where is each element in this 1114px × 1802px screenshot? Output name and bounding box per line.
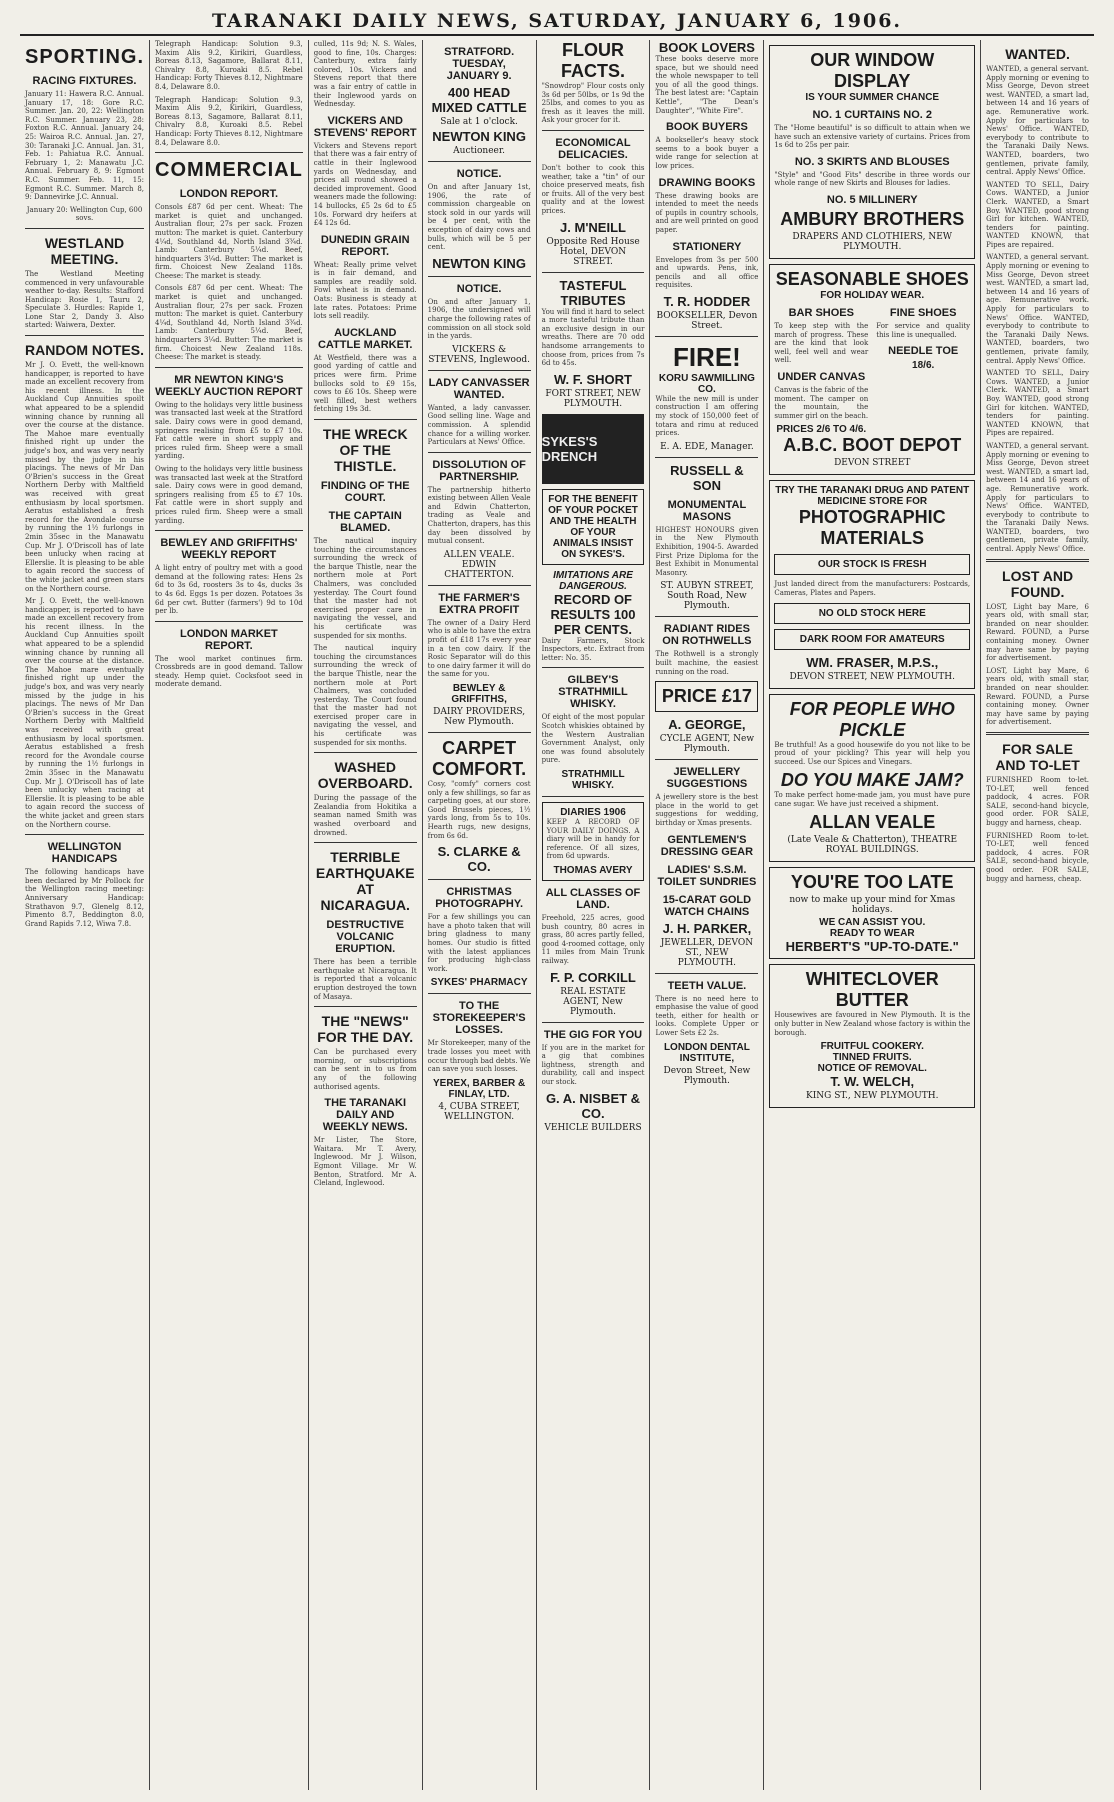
classes-of-land-text: Freehold, 225 acres, good bush country, 80 acres in grass, 80 acres partly felled, good 4-roomed cottage, only 11 miles from Main Trunk railway. bbox=[541, 914, 645, 965]
fine-shoes-text: For service and quality this line is unequalled. bbox=[876, 321, 971, 339]
dunedin-grain-heading: DUNEDIN GRAIN REPORT. bbox=[320, 233, 410, 258]
jam-text: To make perfect home-made jam, you must have pure cane sugar. We have just received a shipment. bbox=[774, 791, 971, 808]
tasteful-tributes-text: You will find it hard to select a more tasteful tribute than an exclusive design in our wreaths. There are 70 odd handsome arrangements to choose from, prices from 7s 6d to 45s. bbox=[541, 307, 645, 368]
gilbey-heading: GILBEY'S STRATHMILL WHISKY. bbox=[558, 674, 628, 711]
gents-heading: GENTLEMEN'S DRESSING GEAR bbox=[660, 833, 754, 858]
under-canvas-text: Canvas is the fabric of the moment. The camper on the mountain, the summer girl on the beach. bbox=[774, 385, 869, 420]
wreck-heading: THE WRECK OF THE THISTLE. bbox=[322, 426, 408, 474]
hodder-name: T. R. HODDER bbox=[663, 293, 751, 309]
clarke-name: S. CLARKE & CO. bbox=[437, 844, 521, 875]
radiant-text: The Rothwell is a strongly built machine, the easiest running on the road. bbox=[655, 650, 759, 676]
wreck-text: The nautical inquiry touching the circumstances surrounding the wreck of the barque Thistle, near the northern mole at Port Chalmers, was concluded yesterday. The Court found that the master had not exercised proper care in navigating the vessel, and his certificate was suspended for six months. bbox=[313, 537, 417, 640]
notice-text: On and after January 1st, 1906, the rate of commission chargeable on stock sold in our yards will be 4 per cent, with the exception of dairy cows and bulls, which will be 5 per cent. bbox=[427, 183, 531, 252]
whiteclover-butter-title: WHITECLOVER BUTTER bbox=[805, 969, 939, 1011]
teeth-heading: TEETH VALUE. bbox=[667, 979, 747, 992]
bar-shoes-heading: BAR SHOES bbox=[788, 306, 854, 319]
column-4 bbox=[423, 40, 537, 1790]
newton-king-name-2: NEWTON KING bbox=[432, 255, 526, 271]
bewley-griffiths-name: BEWLEY & GRIFFITHS, bbox=[451, 683, 507, 705]
diaries-title: DIARIES 1906 bbox=[560, 807, 626, 819]
jewellery-heading: JEWELLERY SUGGESTIONS bbox=[666, 766, 748, 791]
auction-report-heading: MR NEWTON KING'S WEEKLY AUCTION REPORT bbox=[155, 373, 303, 398]
fixtures-text: January 11: Hawera R.C. Annual. January 17, 18: Gore R.C. Summer. Jan. 20, 22: Wellington R.C. Summer. January 23, 28: Foxton R.C. Annual. January 24, 25: Wairoa R.C. Annual. Jan. 27, 30: Taranaki J.C. Annual. Jan. 31, Feb. 1: Pahiatua R.C. Annual. February 1, 2: Manawatu J.C. Annual. February 8, 9: Egmont R.C. Summer. Feb. 11, 15: Egmont R.C. Summer. March 8, 9: Dannevirke J.C. Annual. bbox=[25, 90, 145, 202]
wellington-handicaps-heading: WELLINGTON HANDICAPS bbox=[47, 841, 122, 866]
notice-heading: NOTICE. bbox=[456, 168, 502, 180]
gilbey-text: Of eight of the most popular Scotch whiskies obtained by the Western Australian Government Analyst, only one was found absolutely pure. bbox=[541, 713, 645, 765]
allan-veale-name: ALLAN VEALE bbox=[809, 812, 936, 833]
masthead bbox=[20, 8, 1094, 36]
gig-text: If you are in the market for a gig that combines lightness, strength and durability, call and inspect our stock. bbox=[541, 1043, 645, 1086]
column-8 bbox=[981, 40, 1094, 1790]
lost-found-text: LOST, Light bay Mare, 6 years old, with small star, branded on near shoulder. Reward. FOUND, a Purse containing money. Owner may have same by paying for advertisement. bbox=[986, 602, 1090, 663]
too-late-ad bbox=[769, 867, 975, 959]
holiday-wear-subtitle: FOR HOLIDAY WEAR. bbox=[820, 289, 925, 301]
vickers-report-heading: VICKERS AND STEVENS' REPORT bbox=[313, 114, 417, 139]
window-display-ad bbox=[769, 45, 975, 259]
welch-sub: KING ST., NEW PLYMOUTH. bbox=[805, 1091, 939, 1102]
radiant-heading: RADIANT RIDES ON ROTHWELLS bbox=[662, 623, 752, 648]
tasteful-tributes-title: TASTEFUL TRIBUTES bbox=[559, 277, 627, 308]
auction-report-text: Owing to the holidays very little business was transacted last week at the Stratford sale. Dairy cows were in good demand, springers realising from £5 to £7 10s. Fat cattle were in short supply and prices ruled firm. Sheep were a small yarding. bbox=[155, 400, 303, 461]
sykes-pharmacy: SYKES' PHARMACY bbox=[430, 977, 528, 989]
column-6 bbox=[650, 40, 764, 1790]
london-report-text-2: Consols £87 6d per cent. Wheat: The market is quiet and unchanged. Australian flour, 27s per sack. Frozen mutton: The market is quiet. Canterbury 4¼d, Southland 4d, North Island 3¾d. Lamb: Canterbury 5¼d. Beef, hindquarters 3¼d. Butter: The market is firm. Choicest New Zealand 118s. Cheese: The market is steady. bbox=[155, 284, 303, 362]
london-report-text: Consols £87 6d per cent. Wheat: The market is quiet and unchanged. Australian flour, 27s per sack. Frozen mutton: The market is quiet. Canterbury 4¼d, Southland 4d, North Island 3¾d. Lamb: Canterbury 5¼d. Beef, hindquarters 3¼d. Butter: The market is firm. Choicest New Zealand 118s. Cheese: The market is steady. bbox=[155, 203, 303, 280]
column-2 bbox=[150, 40, 309, 1790]
for-sale-text: FURNISHED Room to-let. TO-LET, well fenced paddock, 4 acres. FOR SALE, second-hand bicycle, good order. FOR SALE, buggy and harness, cheap. bbox=[986, 775, 1090, 827]
stock-fresh-text: Just landed direct from the manufacturers: Postcards, Cameras, Plates and Papers. bbox=[774, 580, 971, 597]
bewley-report-heading: BEWLEY AND GRIFFITHS' WEEKLY REPORT bbox=[160, 537, 298, 562]
sykes-drench-illustration bbox=[542, 414, 645, 484]
dark-room-box: DARK ROOM FOR AMATEURS bbox=[774, 629, 970, 650]
newton-king-name: NEWTON KING bbox=[432, 129, 526, 144]
storekeeper-text: Mr Storekeeper, many of the trade losses you meet with occur through bad debts. We can save you such losses. bbox=[427, 1039, 531, 1074]
george-sub: CYCLE AGENT, New Plymouth. bbox=[659, 734, 755, 755]
drawing-books-heading: DRAWING BOOKS bbox=[658, 176, 756, 189]
teeth-text: There is no need here to emphasise the value of good teeth, either for health or looks. Complete Upper or Lower Sets £2 2s. bbox=[655, 994, 759, 1037]
window-display-subtitle: IS YOUR SUMMER CHANCE bbox=[805, 92, 940, 103]
agents-list: Mr Lister, The Store, Waitara. Mr T. Avery, Inglewood. Mr J. Wilson, Egmont Village. Mr W. Benton, Stratford. Mr A. Cleland, Inglewood. bbox=[313, 1136, 417, 1188]
column-5 bbox=[537, 40, 651, 1790]
gig-heading: THE GIG FOR YOU bbox=[543, 1028, 643, 1041]
drawing-books-text: These drawing books are intended to meet the needs of pupils in country schools, and are well printed on good paper. bbox=[655, 191, 759, 234]
sykes-drench-label: SYKES'S DRENCH bbox=[541, 433, 598, 464]
dissolution-signatures: ALLEN VEALE. EDWIN CHATTERTON. bbox=[443, 549, 515, 580]
racing-fixtures-heading: RACING FIXTURES. bbox=[32, 75, 137, 87]
strathmill-name: STRATHMILL WHISKY. bbox=[561, 769, 625, 792]
price-box: PRICE £17 bbox=[655, 681, 758, 712]
corkill-name: F. P. CORKILL bbox=[550, 969, 636, 985]
mneill-name: J. M'NEILL bbox=[560, 219, 626, 235]
shoes-right bbox=[876, 301, 970, 435]
dissolution-heading: DISSOLUTION OF PARTNERSHIP. bbox=[432, 458, 526, 483]
record-results-text: Dairy Farmers, Stock Inspectors, etc. Extract from letter: No. 35. bbox=[541, 636, 645, 662]
flour-facts-title: FLOUR FACTS. bbox=[561, 40, 626, 81]
needle-toe-heading: NEEDLE TOE bbox=[888, 345, 959, 358]
newspaper-columns bbox=[20, 40, 1094, 1790]
avery-name: THOMAS AVERY bbox=[553, 865, 633, 876]
westland-text: The Westland Meeting commenced in very unfavourable weather to-day. Results: Stafford Handicap: Rosie 1, Tauru 2, Speculate 3. Hurdles: Rapide 1, Lone Star 2, Dandy 3. Also started: Waiwera, Dexter. bbox=[25, 269, 145, 330]
ladies-heading: LADIES' S.S.M. TOILET SUNDRIES bbox=[657, 863, 757, 888]
butter-ad bbox=[769, 964, 975, 1108]
bar-shoes-text: To keep step with the march of progress. These are the kind that look well, feel well and wear well. bbox=[774, 321, 869, 365]
carpet-comfort-title: CARPET COMFORT. bbox=[432, 738, 527, 779]
dissolution-text: The partnership hitherto existing between Allen Veale and Edwin Chatterton, trading as Veale and Chatterton, drapers, has this day been dissolved by mutual consent. bbox=[427, 485, 531, 546]
lost-found-heading: LOST AND FOUND. bbox=[1002, 567, 1074, 600]
economical-heading: ECONOMICAL DELICACIES. bbox=[555, 136, 631, 161]
random-notes-text: Mr J. O. Evett, the well-known handicapper, is reported to have made an excellent recovery from his recent illness. In the Auckland Cup Annuities spoilt what appeared to be a splendid winning chance by running all over the course at the distance. The Mahoe mare eventually finished right up under the judge's box, and was very nearly missed by the judge in his placings. The news of Mr Dan O'Brien's success in the Great Northern Derby with Maltfield was received with great enthusiasm by local sportsmen. Aeratus established a fresh record for the Avondale course by running the 1½ furlongs in 2min 35sec in the Manawatu Cup. Mr J. O'Driscoll has of late been unlucky when racing at Ellerslie. It is pleasing to be able to again record the success of the white jacket and green stars on the Northern course. bbox=[25, 361, 145, 593]
millinery-heading: NO. 5 MILLINERY bbox=[826, 193, 918, 206]
london-market-text: The wool market continues firm. Crossbreds are in good demand. Tallow steady. Hemp quiet. Cocksfoot seed in moderate demand. bbox=[155, 654, 303, 689]
wanted-text: WANTED, a general servant. Apply morning or evening to Miss George, Devon street west. WANTED, a smart lad, between 14 and 16 years of age. Remunerative work. Apply for particulars to News' Office. WANTED, everybody to contribute to the Taranaki Daily News. WANTED, boarders, two gentlemen, private family, central. Apply News' Office. bbox=[986, 65, 1090, 177]
notice-of-removal: NOTICE OF REMOVAL. bbox=[817, 1063, 927, 1075]
news-for-day-text: Can be purchased every morning, or subscriptions can be sent in to us from any of the following authorised agents. bbox=[313, 1048, 417, 1091]
commercial-heading: COMMERCIAL bbox=[155, 159, 303, 182]
yerex-name: YEREX, BARBER & FINLAY, LTD. bbox=[432, 1077, 526, 1100]
for-sale-heading: FOR SALE AND TO-LET bbox=[995, 740, 1080, 773]
shoes-columns bbox=[774, 301, 970, 435]
pickle-text: Be truthful! As a good housewife do you not like to be proud of your pickling? This year will help you succeed. Use our Spices and Vinegars. bbox=[774, 740, 971, 766]
column-3 bbox=[309, 40, 423, 1790]
newton-king-sub: Auctioneer. bbox=[453, 146, 506, 156]
earthquake-text: There has been a terrible earthquake at Nicaragua. It is reported that a volcanic eruption destroyed the town of Masaya. bbox=[313, 958, 417, 1001]
hodder-sub: BOOKSELLER, Devon Street. bbox=[656, 310, 758, 331]
monumental-text: HIGHEST HONOURS given in the New Plymouth Exhibition, 1904-5. Awarded First Prize Diploma for the Best Exhibit in Monumental Masonry. bbox=[655, 525, 759, 577]
corkill-sub: REAL ESTATE AGENT, New Plymouth. bbox=[560, 986, 626, 1017]
photographic-materials-title: PHOTOGRAPHIC MATERIALS bbox=[798, 507, 946, 549]
koru-name: KORU SAWMILLING CO. bbox=[658, 372, 755, 395]
no-old-stock-box: NO OLD STOCK HERE bbox=[774, 603, 970, 624]
farmers-profit-text: The owner of a Dairy Herd who is able to have the extra profit of £18 17s every year in a ten cow dairy. If the Rosic Separator will do this to one dairy farmer it will do the same for you. bbox=[427, 618, 531, 679]
book-buyers-heading: BOOK BUYERS bbox=[665, 121, 748, 134]
lost-found-text-2: LOST, Light bay Mare, 6 years old, with small star, branded on near shoulder. Reward. FOUND, a Purse containing money. Owner may have same by paying for advertisement. bbox=[986, 666, 1090, 727]
short-name: W. F. SHORT bbox=[554, 371, 632, 387]
coming-events: January 20: Wellington Cup, 600 sovs. bbox=[26, 205, 143, 223]
stationery-text: Envelopes from 3s per 500 and upwards. Pens, ink, pencils and all office requisites. bbox=[655, 255, 759, 290]
benefit-banner: FOR THE BENEFIT OF YOUR POCKET AND THE HEALTH OF YOUR ANIMALS INSIST ON SYKES'S. bbox=[542, 489, 645, 565]
earthquake-heading: TERRIBLE EARTHQUAKE AT NICARAGUA. bbox=[315, 849, 415, 914]
diaries-text: KEEP A RECORD OF YOUR DAILY DOINGS. A diary will be in handy for reference. Of all sizes, from 6d upwards. bbox=[546, 818, 640, 861]
for-sale-text-2: FURNISHED Room to-let. TO-LET, well fenced paddock, 4 acres. FOR SALE, second-hand bicycle, good order. FOR SALE, buggy and harness, cheap. bbox=[986, 831, 1090, 883]
wreck-subheading: FINDING OF THE COURT. bbox=[320, 480, 410, 504]
fine-shoes-heading: FINE SHOES bbox=[889, 306, 957, 319]
jewellery-text: A jewellery store is the best place in the world to get suggestions for wedding, birthday or Xmas presents. bbox=[655, 793, 759, 827]
dental-name: LONDON DENTAL INSTITUTE, bbox=[663, 1041, 750, 1064]
ambury-sub: DRAPERS AND CLOTHIERS, NEW PLYMOUTH. bbox=[792, 231, 953, 252]
classes-of-land-heading: ALL CLASSES OF LAND. bbox=[545, 887, 641, 911]
abc-boot-depot-name: A.B.C. BOOT DEPOT bbox=[783, 435, 962, 456]
imitations-warning: IMITATIONS ARE DANGEROUS. bbox=[553, 569, 633, 592]
random-notes-text-2: Mr J. O. Evett, the well-known handicapper, is reported to have made an excellent recovery from his recent illness. In the Auckland Cup Annuities spoilt what appeared to be a splendid winning chance by running all over the course at the distance. The Mahoe mare eventually finished right up under the judge's box, and was very nearly missed by the judge in his placings. The news of Mr Dan O'Brien's success in the Great Northern Derby with Maltfield was received with great enthusiasm by local sportsmen. Aeratus established a fresh record for the Avondale course by running the 1½ furlongs in 2min 35sec in the Manawatu Cup. Mr J. O'Driscoll has of late been unlucky when racing at Ellerslie. It is pleasing to be able to again record the success of the white jacket and green stars on the Northern course. bbox=[25, 597, 145, 829]
daily-weekly-heading: THE TARANAKI DAILY AND WEEKLY NEWS. bbox=[322, 1097, 408, 1134]
book-buyers-text: A bookseller's heavy stock seems to a book buyer a wide range for selection at low prices. bbox=[655, 136, 759, 170]
wreck-text-2: The nautical inquiry touching the circumstances surrounding the wreck of the barque Thistle, near the northern mole at Port Chalmers, was concluded yesterday. The Court found that the master had not exercised proper care in navigating the vessel, and his certificate was suspended for six months. bbox=[313, 644, 417, 747]
seasonable-shoes-title: SEASONABLE SHOES bbox=[775, 268, 969, 289]
dunedin-grain-text: Wheat: Really prime velvet is in fair demand, and samples are readily sold. Fowl wheat is in demand. Oats: Business is steady at late rates. Potatoes: Prime lots sell readily. bbox=[313, 260, 417, 321]
eruption-subheading: DESTRUCTIVE VOLCANIC ERUPTION. bbox=[326, 919, 405, 956]
needle-toe-price: 18/6. bbox=[912, 360, 935, 372]
record-results: RECORD OF RESULTS 100 PER CENTS. bbox=[550, 591, 636, 637]
yerex-address: 4, CUBA STREET, WELLINGTON. bbox=[438, 1101, 520, 1122]
monumental-heading: MONUMENTAL MASONS bbox=[667, 498, 747, 523]
carpet-comfort-text: Cosy, "comfy" corners cost only a few shillings, so far as carpeting goes, at our store. Good Brussels pieces, 1½ yards long, from 5s to 10s. Hearth rugs, new designs, from 6s 6d. bbox=[427, 780, 531, 840]
flour-facts-text: "Snowdrop" Flour costs only 3s 6d per 50lbs, or 1s 9d the 25lbs, and comes to you as fresh as it leaves the mill. Ask your grocer for it. bbox=[541, 82, 645, 125]
skirts-text: "Style" and "Good Fits" describe in three words our whole range of new Skirts and Blouses for ladies. bbox=[774, 170, 971, 188]
lady-canvasser-heading: LADY CANVASSER WANTED. bbox=[428, 376, 530, 401]
christmas-photo-heading: CHRISTMAS PHOTOGRAPHY. bbox=[435, 886, 524, 911]
wanted-text-4: WANTED TO SELL, Dairy Cows. WANTED, a Junior Clerk. WANTED, a Smart Boy. WANTED, good strong Girl for kitchen. WANTED, tenders for painting. WANTED KNOWN, that Pipes are repaired. bbox=[986, 369, 1090, 438]
farmers-profit-heading: THE FARMER'S EXTRA PROFIT bbox=[438, 591, 520, 616]
make-jam-title: DO YOU MAKE JAM? bbox=[780, 770, 964, 791]
telegraph-handicap-cont: Telegraph Handicap: Solution 9.3, Maxim Alis 9.2, Kirikiri, Guardless, Boreas 8.13, Sagamore, Ballarat 8.11, Chivalry 8.8, Kuroaki 8.5. Rebel Handicap: Forty Thieves 8.12, Nightmare 8.4, Delaware 8.0. bbox=[155, 95, 303, 147]
lady-canvasser-text: Wanted, a lady canvasser. Good selling line. Wage and commission. A splendid chance for a willing worker. Particulars at News' Office. bbox=[427, 403, 531, 447]
try-drug-store: TRY THE TARANAKI DRUG AND PATENT MEDICINE STORE FOR bbox=[775, 485, 970, 508]
allan-veale-sub: (Late Veale & Chatterton), THEATRE ROYAL BUILDINGS. bbox=[787, 835, 958, 856]
nisbet-name: G. A. NISBET & CO. bbox=[545, 1090, 641, 1121]
george-name: A. GEORGE, bbox=[668, 717, 746, 733]
book-lovers-text: These books deserve more space, but we should need the whole newspaper to tell you of all the good things. The best latest are: "Captain Kettle", "The Dean's Daughter", "White Fire". bbox=[655, 55, 759, 115]
sale-time: Sale at 1 o'clock. bbox=[440, 117, 518, 127]
shoes-ad bbox=[769, 264, 975, 475]
london-report-heading: LONDON REPORT. bbox=[179, 188, 279, 201]
nisbet-sub: VEHICLE BUILDERS bbox=[544, 1122, 642, 1133]
ambury-name: AMBURY BROTHERS bbox=[780, 208, 965, 229]
people-who-pickle-title: FOR PEOPLE WHO PICKLE bbox=[789, 698, 955, 740]
tinned-fruits: TINNED FRUITS. bbox=[832, 1052, 912, 1064]
london-market-heading: LONDON MARKET REPORT. bbox=[180, 627, 278, 652]
abc-boot-depot-sub: DEVON STREET bbox=[834, 458, 911, 469]
stationery-heading: STATIONERY bbox=[672, 240, 742, 253]
wreck-subheading-2: THE CAPTAIN BLAMED. bbox=[328, 510, 402, 534]
too-late-text: now to make up your mind for Xmas holidays. bbox=[789, 895, 956, 916]
stock-fresh-box: OUR STOCK IS FRESH bbox=[774, 554, 970, 575]
curtains-heading: NO. 1 CURTAINS NO. 2 bbox=[812, 109, 933, 121]
random-notes-heading: RANDOM NOTES. bbox=[25, 342, 144, 359]
bewley-griffiths-sub: DAIRY PROVIDERS, New Plymouth. bbox=[433, 707, 526, 727]
auckland-cattle-text: At Westfield, there was a good yarding of cattle and prices were firm. Prime bullocks sold to £9 15s, cows to £6 10s. Sheep were well filled, best wethers fetching 19s 3d. bbox=[313, 353, 417, 414]
fire-title: FIRE! bbox=[672, 341, 741, 372]
column-1 bbox=[20, 40, 150, 1790]
herberts-name: HERBERT'S "UP-TO-DATE." bbox=[785, 939, 959, 955]
curtains-text: The "Home beautiful" is so difficult to attain when we have such an extensive variety of curtains. Prices from 1s 6d to 25s per pair. bbox=[774, 124, 971, 150]
russell-name: RUSSELL & SON bbox=[670, 462, 744, 493]
aubyn-address: ST. AUBYN STREET, South Road, New Plymouth. bbox=[660, 581, 754, 612]
stratford-heading: STRATFORD. TUESDAY, JANUARY 9. bbox=[444, 46, 515, 82]
wanted-text-2: WANTED TO SELL, Dairy Cows. WANTED, a Junior Clerk. WANTED, a Smart Boy. WANTED, good strong Girl for kitchen. WANTED, tenders for painting. WANTED KNOWN, that Pipes are repaired. bbox=[986, 180, 1090, 249]
wanted-heading: WANTED. bbox=[1005, 46, 1070, 62]
economical-text: Don't bother to cook this weather, take a "tin" of our choice preserved meats, fish or fruits. All of the very best quality and at the lowest prices. bbox=[541, 163, 645, 215]
parker-sub: JEWELLER, DEVON ST., NEW PLYMOUTH. bbox=[660, 937, 754, 968]
christmas-photo-text: For a few shillings you can have a photo taken that will bring gladness to many homes. Our studio is fitted with the latest appliances for producing high-class work. bbox=[427, 913, 531, 973]
wanted-text-3: WANTED, a general servant. Apply morning or evening to Miss George, Devon street west. WANTED, a smart lad, between 14 and 16 years of age. Remunerative work. Apply for particulars to News' Office. WANTED, everybody to contribute to the Taranaki Daily News. WANTED, boarders, two gentlemen, private family, central. Apply News' Office. bbox=[986, 253, 1090, 365]
dental-sub: Devon Street, New Plymouth. bbox=[663, 1065, 751, 1086]
vickers-signature: VICKERS & STEVENS, Inglewood. bbox=[428, 344, 530, 365]
washed-overboard-text: During the passage of the Zealandia from Hokitika a seaman named Smith was washed overboard and drowned. bbox=[313, 794, 417, 837]
koru-text: While the new mill is under construction I am offering my stock of 150,000 feet of totara and rimu at reduced prices. bbox=[655, 394, 759, 438]
canvas-price: PRICES 2/6 TO 4/6. bbox=[776, 424, 867, 436]
prices-text: culled, 11s 9d; N. S. Wales, good to fine, 10s. Charges: Canterbury, extra fairly colored, 10s. Vickers and Stevens report that there was a fair entry of cattle in their Inglewood yards on Wednesday. bbox=[313, 40, 417, 109]
masthead-title: TARANAKI DAILY NEWS, SATURDAY, JANUARY 6, 1906. bbox=[211, 10, 903, 32]
column-7 bbox=[764, 40, 981, 1790]
butter-text: Housewives are favoured in New Plymouth. It is the only butter in New Zealand whose factory is within the borough. bbox=[774, 1011, 971, 1037]
storekeeper-heading: TO THE STOREKEEPER'S LOSSES. bbox=[432, 1000, 526, 1037]
cattle-sale-title: 400 HEAD MIXED CATTLE bbox=[431, 85, 527, 115]
notice-2-text: On and after January 1, 1906, the undersigned will charge the following rates of commission on all stock sold in the yards. bbox=[427, 297, 531, 341]
wellington-text: The following handicaps have been declared by Mr Pollock for the Wellington racing meeting: Anniversary Handicap: Strathavon 9.7, Glenelg 8.12, Pimento 8.7, Beddington 8.0, Grand Rapids 7.12, Wiwa 7.8. bbox=[25, 868, 145, 928]
photographic-ad bbox=[769, 480, 975, 688]
bewley-report-text: A light entry of poultry met with a good demand at the following rates: Hens 2s 6d to 3s 6d, roosters 3s to 4s, ducks 3s to 4s 6d. Eggs 1s per dozen. Potatoes 3s 6d per cwt. Butter (farmers') 9d to 10d per lb. bbox=[155, 564, 303, 616]
auckland-cattle-heading: AUCKLAND CATTLE MARKET. bbox=[317, 326, 413, 351]
parker-name: J. H. PARKER, bbox=[662, 920, 752, 936]
auction-report-text-2: Owing to the holidays very little business was transacted last week at the Stratford sale. Dairy cows were in good demand, springers realising from £5 to £7 10s. Fat cattle were in short supply and prices ruled firm. Sheep were a small yarding. bbox=[155, 464, 303, 525]
fraser-name: WM. FRASER, M.P.S., bbox=[806, 654, 939, 670]
window-display-title: OUR WINDOW DISPLAY bbox=[810, 50, 935, 91]
skirts-heading: NO. 3 SKIRTS AND BLOUSES bbox=[794, 155, 950, 168]
fraser-sub: DEVON STREET, NEW PLYMOUTH. bbox=[789, 671, 956, 682]
notice-2-heading: NOTICE. bbox=[456, 282, 502, 295]
ede-signature: E. A. EDE, Manager. bbox=[660, 441, 754, 452]
telegraph-handicap: Telegraph Handicap: Solution 9.3, Maxim Alis 9.2, Kirikiri, Guardless, Boreas 8.13, Sagamore, Ballarat 8.11, Chivalry 8.8, Kuroaki 8.5. Rebel Handicap: Forty Thieves 8.12, Nightmare 8.4, Delaware 8.0. bbox=[155, 40, 303, 91]
mneill-address: Opposite Red House Hotel, DEVON STREET. bbox=[546, 236, 640, 267]
shoes-left bbox=[774, 301, 868, 435]
under-canvas-heading: UNDER CANVAS bbox=[777, 370, 866, 383]
sporting-heading: SPORTING. bbox=[25, 46, 145, 68]
too-late-title: YOU'RE TOO LATE bbox=[790, 872, 954, 893]
assist-you: WE CAN ASSIST YOU. bbox=[819, 917, 926, 929]
veale-ad bbox=[769, 694, 975, 863]
short-address: FORT STREET, NEW PLYMOUTH. bbox=[545, 388, 641, 409]
fruitful-cookery: FRUITFUL COOKERY. bbox=[820, 1041, 924, 1053]
news-for-day-heading: THE "NEWS" FOR THE DAY. bbox=[317, 1013, 414, 1046]
ready-to-wear: READY TO WEAR bbox=[829, 928, 915, 940]
westland-heading: WESTLAND MEETING. bbox=[44, 234, 125, 267]
vickers-report-text: Vickers and Stevens report that there was a fair entry of cattle in their Inglewood yards on Wednesday, and prices all round showed a decided improvement. Good weaners made the following: 14 bullocks, £5 2s 6d to £5 10s. Forward dry heifers at £4 12s 6d. bbox=[313, 141, 417, 228]
book-lovers-title: BOOK LOVERS bbox=[658, 40, 755, 55]
welch-name: T. W. WELCH, bbox=[830, 1074, 915, 1090]
diaries-ad bbox=[542, 802, 645, 881]
wanted-text-5: WANTED, a general servant. Apply morning or evening to Miss George, Devon street west. WANTED, a smart lad, between 14 and 16 years of age. Remunerative work. Apply for particulars to News' Office. WANTED, everybody to contribute to the Taranaki Daily News. WANTED, boarders, two gentlemen, private family, central. Apply News' Office. bbox=[986, 441, 1090, 554]
washed-overboard-heading: WASHED OVERBOARD. bbox=[317, 759, 413, 792]
chains-heading: 15-CARAT GOLD WATCH CHAINS bbox=[662, 893, 752, 918]
